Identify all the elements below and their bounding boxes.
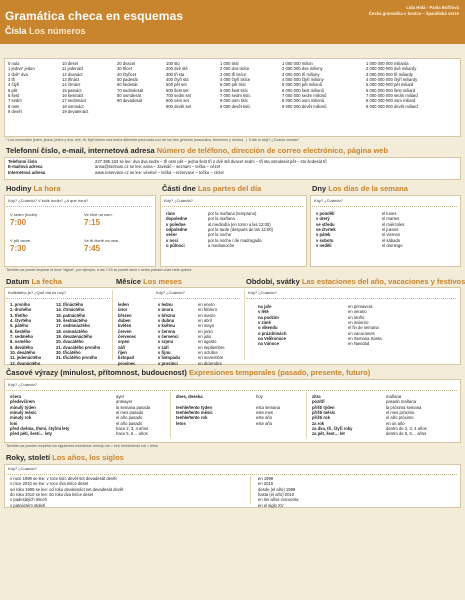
dayparts-title-es: Las partes del día bbox=[197, 184, 262, 193]
seasons-section-title bbox=[246, 277, 465, 286]
hours-title-es: La hora bbox=[33, 184, 61, 193]
years-title-es: Los años, los siglos bbox=[52, 453, 124, 462]
author-names: Lida Holá · Pavla Bořilová bbox=[406, 5, 459, 10]
time-3-label: V půl osmé. bbox=[10, 238, 32, 243]
date-section-title bbox=[6, 277, 62, 286]
numbers-col-1: 0 nula 1 jedna* jeden 2 dvě* dva 3 tři 4 čtyři 5 pět 6 šest 7 sedm 8 osm 9 devět bbox=[8, 61, 35, 115]
time-4-label: Ve tři čtvrtě na osm. bbox=[84, 238, 120, 243]
dayparts-divider bbox=[162, 206, 303, 207]
numbers-col-7: 1 000 000 000 miliarda 2 000 000 000 dvě miliardy 3 000 000 000 tři miliardy 4 000 000 000 čtyři miliardy 5 000 000 000 pět miliard 6 000 000 000 šest miliard 7 000 000 000 sedm miliard 8 000 000 000 osm miliard 9 000 000 000 devět miliard bbox=[366, 61, 418, 109]
dates-question: Kolikátého je? ¿Qué día es hoy? bbox=[8, 290, 67, 295]
seasons-title-es: Las estaciones del año, vacaciones y festivos bbox=[301, 277, 465, 286]
seasons-cz: na jaře v létě na podzim v zimě o víkendu o prázdninách na Velikonoce na Vánoce bbox=[258, 304, 287, 347]
hours-divider bbox=[6, 206, 152, 207]
weekdays-divider bbox=[312, 206, 457, 207]
weekdays-es: el lunes el martes el miércoles el jueves el viernes el sábado el domingo bbox=[382, 211, 405, 249]
dates-col-2: 13. třináctého 14. čtrnáctého 15. patnáctého 16. šestnáctého 17. sedmnáctého 18. osmnáctého 19. devatenáctého 20. dvacátého 21. dvacátého prvního 30. třicátého 31. třicátého prvního bbox=[56, 302, 101, 361]
weekdays-section-title bbox=[312, 184, 408, 193]
time-1-value: 7:00 bbox=[10, 218, 27, 227]
dayparts-section-title bbox=[162, 184, 261, 193]
numbers-title-cz: Čísla bbox=[5, 26, 27, 36]
temporal-past-cz: včera předevčírem minulý týden minulý měsíc minulý rok loni před dvěma, třemi, čtyřmi lety před pěti, šesti… lety bbox=[10, 394, 70, 437]
dates-col-1: 1. prvního 2. druhého 3. třetího 4. čtvrtého 5. pátého 6. šestého 7. sedmého 8. osmého 9. devátého 10. desátého 11. jedenáctého 12. dvanáctého bbox=[10, 302, 42, 366]
temporal-section-title bbox=[6, 368, 370, 377]
temporal-past-es: ayer anteayer la semana pasada el mes pasado el año pasado el año pasado hace 2, 3, 4 años hace 5, 6… años bbox=[116, 394, 151, 437]
time-4-value: 7:45 bbox=[84, 244, 101, 253]
temporal-future-cz: zítra pozítří příští týden příští měsíc příští rok za rok za dva, tři, čtyři roky za pět, šest… let bbox=[312, 394, 353, 437]
dayparts-question: Kdy? ¿Cuándo? bbox=[164, 198, 193, 203]
date-title-cz: Datum bbox=[6, 277, 30, 286]
temporal-sep-2 bbox=[306, 392, 307, 438]
time-1-label: V sedm (hodin). bbox=[10, 212, 39, 217]
years-section-title bbox=[6, 453, 124, 462]
months-title-cz: Měsíce bbox=[116, 277, 142, 286]
months-kdy-es: en enero en febrero en marzo en abril en mayo en junio en julio en agosto en septiembre en octubre en noviembre en diciembre bbox=[198, 302, 225, 366]
years-question: Kdy? ¿Cuándo? bbox=[8, 466, 37, 471]
months-title-es: Los meses bbox=[143, 277, 182, 286]
hours-question: Kdy? ¿Cuándo? V kolik hodin? ¿A qué hora? bbox=[8, 198, 89, 203]
time-3-value: 7:30 bbox=[10, 244, 27, 253]
numbers-col-6: 1 000 000 milion 2 000 000 dva miliony 3 000 000 tři miliony 4 000 000 čtyři miliony 5 000 000 pět milionů 6 000 000 šest milionů 7 000 000 sedm milionů 8 000 000 osm milionů 9 000 000 devět milionů bbox=[282, 61, 327, 109]
phone-section-title bbox=[6, 146, 388, 155]
hours-section-title bbox=[6, 184, 61, 193]
years-cz: v roce 1999 se lee: v roce tisíc devět set devadesát devět v roce 2010 se lee: v roce dva tisíce deset od roku 1999 se lee: od roku devatenáct set devadesát devět do roku 2010 se lee: do roku dva tisíce deset v padesátých letech v patnáctém století bbox=[10, 476, 124, 508]
time-2-value: 7:15 bbox=[84, 218, 101, 227]
seasons-divider bbox=[246, 298, 456, 299]
months-kdy-cz: v lednu v únoru v březnu v dubnu v květnu v červnu v červenci v srpnu v září v říjnu v listopadu v prosinci bbox=[158, 302, 181, 366]
months-cz: leden únor březen duben květen červen červenec srpen září říjen listopad prosinec bbox=[118, 302, 137, 366]
phone-title-cz: Telefonní číslo, e-mail, internetová adresa bbox=[6, 146, 155, 155]
numbers-col-4: 100 sto 200 dvě stě 300 tři sta 400 čtyři sta 500 pět set 600 šest set 700 sedm set 800 osm set 900 devět set bbox=[166, 61, 192, 109]
date-title-es: La fecha bbox=[31, 277, 62, 286]
weekdays-title-es: Los días de la semana bbox=[328, 184, 408, 193]
temporal-present-es: hoy esta semana este mes este año este año bbox=[256, 394, 280, 426]
section-numbers-title bbox=[5, 26, 86, 36]
numbers-col-2: 10 deset 11 jedenáct 12 dvanáct 13 třináct 14 čtrnáct 15 patnáct 16 šestnáct 17 sedmnáct 18 osmnáct 19 devatenáct bbox=[62, 61, 89, 115]
temporal-future-es: mañana pasado mañana la próxima semana el mes próximo el año próximo en un año dentro de 2, 3, 4 años dentro de 5, 6… años bbox=[386, 394, 427, 437]
hours-note: También se puede emplear la hora "digital", por ejemplo, a las 7:15 se puede decir v sedm patnáct a las siete quince. bbox=[6, 268, 193, 272]
dayparts-title-cz: Části dne bbox=[162, 184, 196, 193]
seasons-question: Kdy? ¿Cuándo? bbox=[248, 290, 277, 295]
temporal-divider bbox=[6, 390, 457, 391]
weekdays-cz: v pondělí v úterý ve středu ve čtvrtek v pátek v sobotu v neděli bbox=[316, 211, 336, 249]
temporal-question: Kdy? ¿Cuándo? bbox=[8, 382, 37, 387]
header-band bbox=[0, 0, 465, 44]
dates-months-separator bbox=[112, 290, 113, 360]
temporal-sep-1 bbox=[170, 392, 171, 438]
author-subtitle: Česká gramatika v kostce – španělská verze bbox=[368, 10, 459, 16]
dates-divider bbox=[6, 298, 110, 299]
months-divider bbox=[154, 298, 240, 299]
numbers-col-5: 1 000 tisíc 2 000 dva tisíce 3 000 tři tisíce 4 000 čtyři tisíce 5 000 pět tisíc 6 000 šest tisíc 7 000 sedm tisíc 8 000 osm tisíc 9 000 devět tisíc bbox=[220, 61, 251, 109]
seasons-title-cz: Období, svátky bbox=[246, 277, 300, 286]
years-title-cz: Roky, století bbox=[6, 453, 51, 462]
hours-title-cz: Hodiny bbox=[6, 184, 32, 193]
seasons-es: en primavera en verano en otoño en invierno el fin de semana en vacaciones en Semana Santa en Navidad bbox=[348, 304, 382, 347]
temporal-title-cz: Časové výrazy (minulost, přítomnost, budoucnost) bbox=[6, 368, 187, 377]
phone-values: 227 385 163 se lee: dva dva sedm – tři osm pět – jedna šest tři o dvě stě dvacet sedm – tři sta osmdesát pět – sto šedesát tři anna@seznam.cz se lee: anna – zavináč – seznam – tečka – cézet www.reservace.cz se lee: vévévé – tečka – rezervace – tečka – cézet bbox=[95, 159, 327, 175]
numbers-note: * Los numerales jeden, jedna, jedno y dva, dvě, tři, čtyři tienen una forma diferente para cada uno de los tres géneros (masculino, femenino y neutro). | Kolik to stojí? ¿Cuánto cuesta? bbox=[6, 138, 299, 142]
dayparts-es: por la mañana (temprano) por la mañana al mediodía (en torno a las 12:00) por la tarde (después de las 12:00) por la noche por la noche / de madrugada a medianoche bbox=[208, 211, 273, 249]
numbers-col-3: 20 dvacet 30 třicet 40 čtyřicet 50 padesát 60 šedesát 70 sedmdesát 80 osmdesát 90 devadesát bbox=[117, 61, 144, 104]
page-title: Gramática checa en esquemas bbox=[5, 9, 184, 23]
weekdays-question: Kdy? ¿Cuándo? bbox=[314, 198, 343, 203]
months-question: Kdy? ¿Cuándo? bbox=[156, 290, 185, 295]
phone-title-es: Número de teléfono, dirección de correo electrónico, página web bbox=[156, 146, 389, 155]
numbers-title-es: Los números bbox=[29, 26, 86, 36]
years-divider bbox=[6, 474, 457, 475]
phone-labels: Telefonní číslo E-mailová adresa Internetová adresa bbox=[8, 159, 46, 175]
years-es: en 1999 en 2010 desde (el año) 1999 hasta (el año) 2010 en los años cincuenta en el siglo XV bbox=[258, 476, 299, 508]
temporal-title-es: Expresiones temporales (pasado, presente, futuro) bbox=[188, 368, 371, 377]
weekdays-title-cz: Dny bbox=[312, 184, 327, 193]
months-seasons-separator bbox=[244, 290, 245, 360]
authors bbox=[369, 5, 459, 16]
years-separator bbox=[250, 476, 251, 504]
dayparts-cz: ráno dopoledne v poledne odpoledne večer v noci o půlnoci bbox=[166, 211, 188, 249]
temporal-present-cz: dnes, dneska tenhle/tento týden tenhle/tento měsíc tenhle/tento rok letos bbox=[176, 394, 213, 426]
months-section-title bbox=[116, 277, 182, 286]
temporal-note: También se pueden emplear los siguientes sinónimos: minulý rok = loni, tenhle/tento rok = letos bbox=[6, 444, 158, 448]
time-2-label: Ve čtvrt na osm. bbox=[84, 212, 113, 217]
